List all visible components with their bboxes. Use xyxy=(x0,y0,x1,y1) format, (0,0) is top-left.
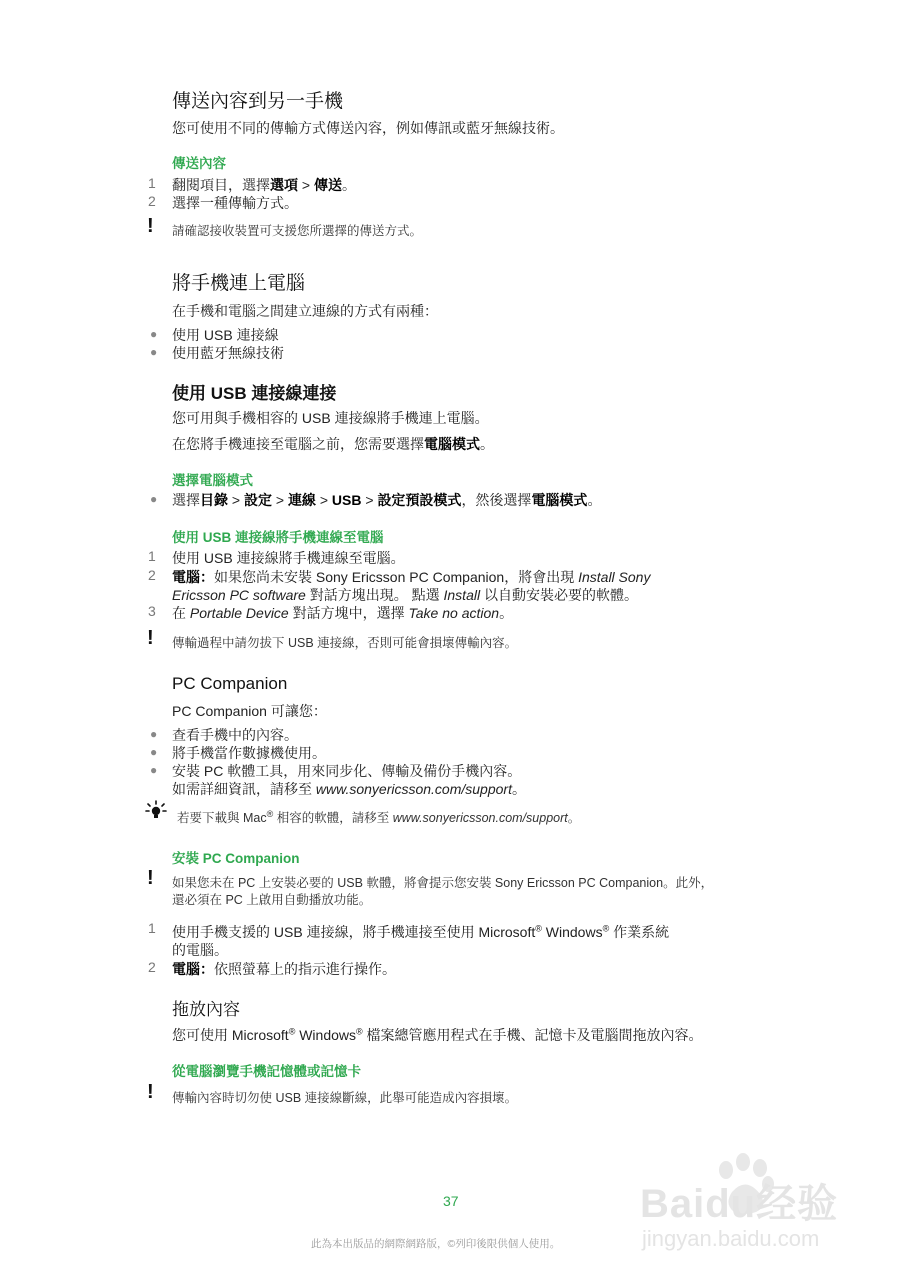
note-install-usb-software-line-1: 如果您未在 PC 上安裝必要的 USB 軟體，將會提示您安裝 Sony Ericsson PC Companion。此外， xyxy=(172,876,714,890)
subheading-install-pc-companion: 安裝 PC Companion xyxy=(172,851,300,866)
section-title-connect-pc: 將手機連上電腦 xyxy=(172,273,306,294)
more-info-line: 如需詳細資訊，請移至 www.sonyericsson.com/support。 xyxy=(172,781,526,797)
section-title-drag-drop: 拖放內容 xyxy=(172,1000,240,1019)
connect-intro: 在手機和電腦之間建立連線的方式有兩種： xyxy=(172,303,438,319)
bullet-icon: ● xyxy=(150,492,158,506)
subheading-select-pc-mode: 選擇電腦模式 xyxy=(172,473,253,488)
watermark-url: jingyan.baidu.com xyxy=(642,1226,820,1251)
step-1-text: 翻閱項目，選擇選項 > 傳送。 xyxy=(172,177,356,193)
transfer-intro: 您可使用不同的傳輸方式傳送內容，例如傳訊或藍牙無線技術。 xyxy=(172,120,564,136)
step-2-text: 選擇一種傳輸方式。 xyxy=(172,195,298,211)
lightbulb-icon xyxy=(145,800,167,822)
bullet-icon: ● xyxy=(150,727,158,741)
usb-step-1: 使用 USB 連接線將手機連線至電腦。 xyxy=(172,550,405,566)
step-number: 1 xyxy=(148,175,156,191)
bullet-icon: ● xyxy=(150,345,158,359)
usb-step-3: 在 Portable Device 對話方塊中，選擇 Take no action。 xyxy=(172,605,514,621)
subheading-browse-memory: 從電腦瀏覽手機記憶體或記憶卡 xyxy=(172,1064,361,1079)
warning-icon: ! xyxy=(147,627,154,649)
step-number: 1 xyxy=(148,548,156,564)
bullet-bluetooth: 使用藍牙無線技術 xyxy=(172,345,284,361)
section-title-transfer: 傳送內容到另一手機 xyxy=(172,91,344,112)
step-number: 1 xyxy=(148,920,156,936)
section-title-pc-companion: PC Companion xyxy=(172,674,288,693)
footer-copyright: 此為本出版品的網際網路版，©列印後限供個人使用。 xyxy=(311,1238,561,1250)
subheading-usb-to-pc: 使用 USB 連接線將手機連線至電腦 xyxy=(172,530,384,545)
baidu-watermark xyxy=(640,1150,870,1260)
step-number: 2 xyxy=(148,567,156,583)
bullet-icon: ● xyxy=(150,763,158,777)
select-pc-mode-path: 選擇目錄 > 設定 > 連線 > USB > 設定預設模式，然後選擇電腦模式。 xyxy=(172,492,602,508)
install-step-1-line-1: 使用手機支援的 USB 連接線，將手機連接至使用 Microsoft® Windows® 作業系統 xyxy=(172,923,670,940)
usb-step-2-line-1: 電腦：如果您尚未安裝 Sony Ericsson PC Companion，將會出現 Install Sony xyxy=(172,569,651,585)
bullet-install-tools: 安裝 PC 軟體工具，用來同步化、傳輸及備份手機內容。 xyxy=(172,763,522,779)
bullet-usb-cable: 使用 USB 連接線 xyxy=(172,327,279,343)
note-receiver-support: 請確認接收裝置可支援您所選擇的傳送方式。 xyxy=(172,224,423,238)
bullet-icon: ● xyxy=(150,745,158,759)
install-step-1-line-2: 的電腦。 xyxy=(172,942,228,958)
subheading-send-content: 傳送內容 xyxy=(172,156,226,171)
usb-para-2: 在您將手機連接至電腦之前，您需要選擇電腦模式。 xyxy=(172,436,494,452)
drag-drop-intro: 您可使用 Microsoft® Windows® 檔案總管應用程式在手機、記憶卡及電腦間拖放內容。 xyxy=(172,1026,703,1043)
note-install-usb-software-line-2: 還必須在 PC 上啟用自動播放功能。 xyxy=(172,893,372,907)
warning-icon: ! xyxy=(147,215,154,237)
step-number: 2 xyxy=(148,193,156,209)
usb-para-1: 您可用與手機相容的 USB 連接線將手機連上電腦。 xyxy=(172,410,489,426)
section-title-usb-connect: 使用 USB 連接線連接 xyxy=(172,384,337,403)
bullet-view-content: 查看手機中的內容。 xyxy=(172,727,298,743)
step-number: 3 xyxy=(148,603,156,619)
step-number: 2 xyxy=(148,959,156,975)
warning-icon: ! xyxy=(147,867,154,889)
bullet-modem: 將手機當作數據機使用。 xyxy=(172,745,326,761)
usb-step-2-line-2: Ericsson PC software 對話方塊出現。 點選 Install 以自動安裝必要的軟體。 xyxy=(172,587,638,603)
bullet-icon: ● xyxy=(150,327,158,341)
page-number: 37 xyxy=(443,1193,459,1209)
pc-companion-intro: PC Companion 可讓您： xyxy=(172,703,327,719)
install-step-2: 電腦：依照螢幕上的指示進行操作。 xyxy=(172,961,396,977)
watermark-brand: Baidu经验 xyxy=(640,1182,839,1226)
note-dont-unplug: 傳輸過程中請勿拔下 USB 連接線，否則可能會損壞傳輸內容。 xyxy=(172,636,518,650)
warning-icon: ! xyxy=(147,1081,154,1103)
note-dont-disconnect: 傳輸內容時切勿使 USB 連接線斷線，此舉可能造成內容損壞。 xyxy=(172,1091,518,1105)
tip-mac-download: 若要下載與 Mac® 相容的軟體，請移至 www.sonyericsson.com/support。 xyxy=(177,808,581,825)
